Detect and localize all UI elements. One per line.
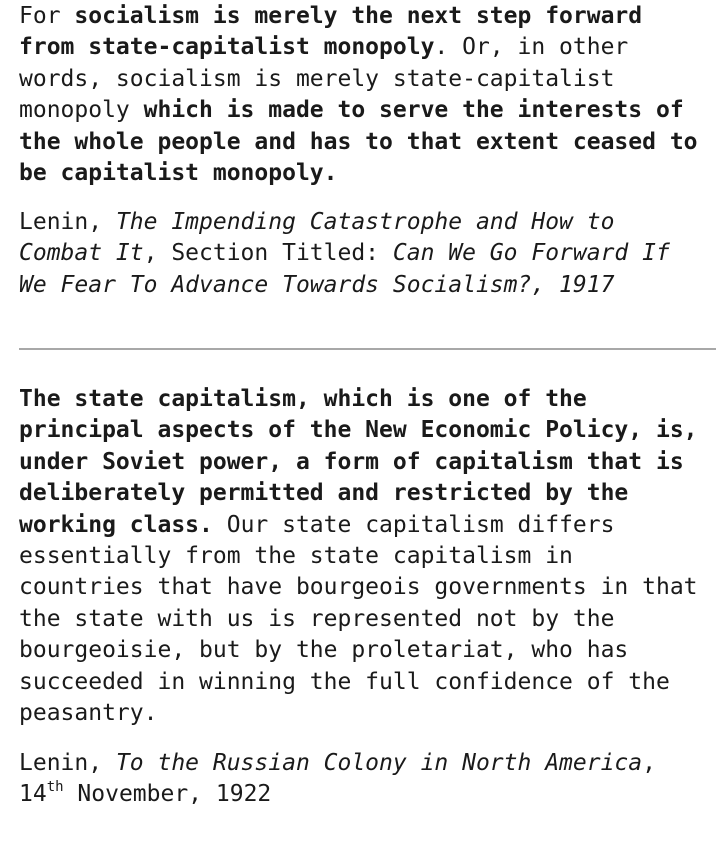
text-line <box>19 510 698 541</box>
horizontal-divider <box>19 348 716 350</box>
text-line <box>19 64 698 95</box>
text-line <box>19 158 698 189</box>
bold-text: which is made to serve the interests of <box>143 97 684 124</box>
citation-impending-catastrophe <box>19 207 670 301</box>
text-line <box>19 478 698 509</box>
text-line <box>19 127 698 158</box>
text-run: Lenin, <box>19 750 116 776</box>
italic-text: The Impending Catastrophe and How to <box>115 209 615 235</box>
text-run: essentially from the state capitalism in <box>19 543 573 570</box>
text-line <box>19 635 698 666</box>
text-run: , <box>642 750 656 776</box>
text-line <box>19 1 698 32</box>
bold-text: principal aspects of the New Economic Policy, is, <box>19 417 698 444</box>
text-line <box>19 541 698 572</box>
text-run: 14 <box>19 781 47 808</box>
text-line <box>19 415 698 446</box>
bold-text: working class. <box>19 511 213 538</box>
italic-text: Combat It <box>19 240 144 267</box>
text-run: monopoly <box>19 97 144 124</box>
quote-state-capitalism-nep <box>19 384 698 729</box>
text-run: the state with us is represented not by the <box>19 605 615 632</box>
citation-russian-colony-north-america <box>19 748 656 811</box>
bold-text: from state-capitalist monopoly <box>19 34 435 61</box>
bold-text: The state capitalism, which is one of the <box>19 386 587 412</box>
superscript-text: th <box>46 778 64 795</box>
quote-socialism-state-capitalist-monopoly <box>19 1 698 189</box>
text-line <box>19 572 698 603</box>
text-line <box>19 447 698 478</box>
text-run: . Or, in other <box>434 34 629 61</box>
text-line <box>19 270 670 301</box>
text-line <box>19 604 698 635</box>
text-line <box>19 238 670 269</box>
bold-text: socialism is merely the next step forward <box>74 3 643 29</box>
text-line <box>19 698 698 729</box>
italic-text: Can We Go Forward If <box>392 240 670 267</box>
italic-text: We Fear To Advance Towards Socialism?, 1917 <box>19 271 615 298</box>
bold-text: deliberately permitted and restricted by the <box>19 480 629 507</box>
text-run: succeeded in winning the full confidence of the <box>19 668 670 695</box>
text-run: November, 1922 <box>63 781 272 808</box>
text-line <box>19 748 656 779</box>
text-run: Our state capitalism differs <box>212 511 615 538</box>
text-line <box>19 667 698 698</box>
text-run: Lenin, <box>19 209 116 235</box>
text-run: For <box>19 3 75 29</box>
text-line <box>19 207 670 238</box>
text-run: , Section Titled: <box>143 240 393 267</box>
text-run: peasantry. <box>19 700 158 727</box>
text-run: bourgeoisie, but by the proletariat, who has <box>19 637 629 664</box>
text-run: countries that have bourgeois governments in that <box>19 574 698 601</box>
text-line <box>19 384 698 415</box>
text-line <box>19 779 656 810</box>
text-line <box>19 95 698 126</box>
text-line <box>19 32 698 63</box>
bold-text: under Soviet power, a form of capitalism that is <box>19 448 684 475</box>
italic-text: To the Russian Colony in North America <box>115 750 643 776</box>
bold-text: the whole people and has to that extent ceased to <box>19 128 698 155</box>
bold-text: be capitalist monopoly. <box>19 160 338 187</box>
text-run: words, socialism is merely state-capitalist <box>19 65 615 92</box>
